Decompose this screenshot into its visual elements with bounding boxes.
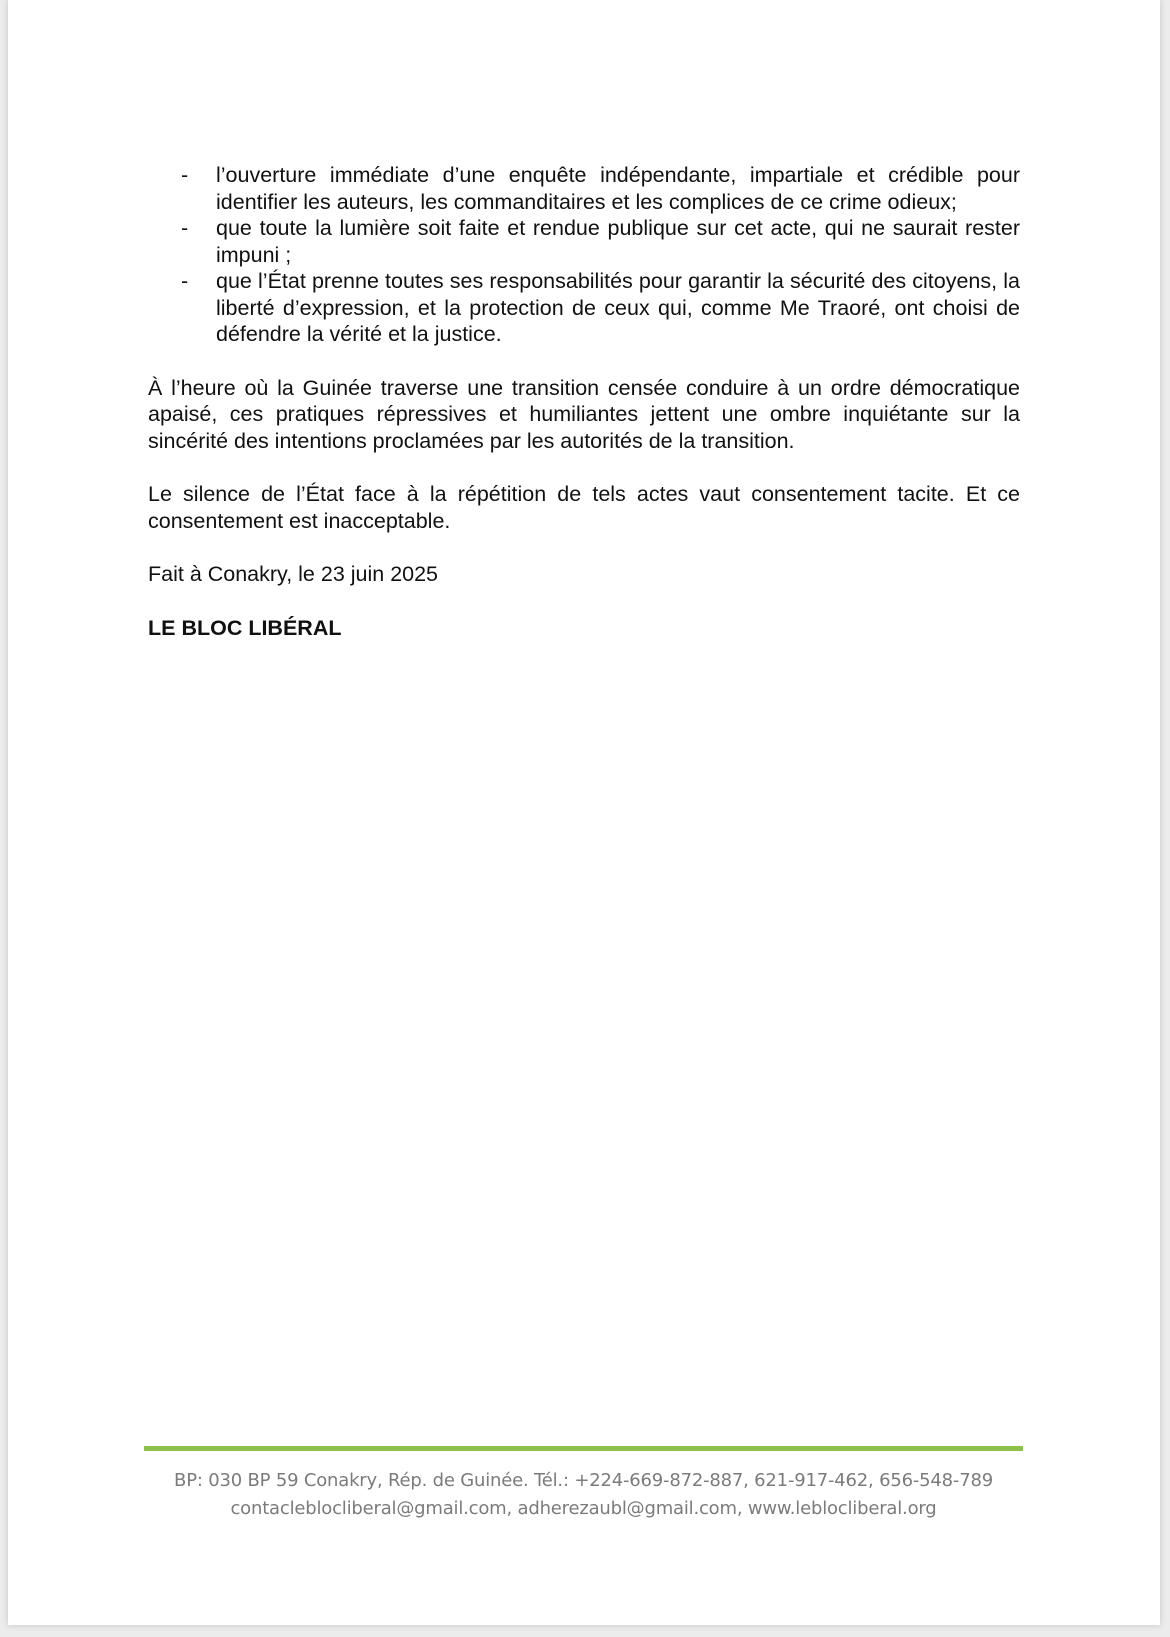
list-item-text: l’ouverture immédiate d’une enquête indépendante, impartiale et crédible pour identifier les auteurs, les commanditaires et les complices de ce crime odieux; <box>216 163 1020 214</box>
dash-bullet: - <box>181 269 189 293</box>
signature: LE BLOC LIBÉRAL <box>148 615 342 640</box>
document-page <box>8 0 1160 1625</box>
footer-divider <box>144 1446 1023 1451</box>
transition-paragraph: À l’heure où la Guinée traverse une transition censée conduire à un ordre démocratique apaisé, ces pratiques répressives et humiliantes jettent une ombre inquiétante sur la sincérité des intentions proclamées par les autorités de la transition. <box>148 375 1020 453</box>
dash-bullet: - <box>181 163 189 187</box>
footer <box>144 1467 1023 1523</box>
list-item <box>148 268 1020 348</box>
list-item <box>148 215 1020 268</box>
dash-bullet: - <box>181 216 189 240</box>
list-item <box>148 162 1020 215</box>
footer-address: BP: 030 BP 59 Conakry, Rép. de Guinée. Tél.: +224-669-872-887, 621-917-462, 656-548-789 <box>174 1470 993 1491</box>
date-line: Fait à Conakry, le 23 juin 2025 <box>148 562 439 586</box>
document-body <box>148 162 1020 641</box>
list-item-text: que l’État prenne toutes ses responsabilités pour garantir la sécurité des citoyens, la liberté d’expression, et la protection de ceux qui, comme Me Traoré, ont choisi de défendre la vérité et la justice. <box>216 269 1020 346</box>
silence-paragraph: Le silence de l’État face à la répétition de tels actes vaut consentement tacite. Et ce consentement est inacceptable. <box>148 482 1020 533</box>
list-item-text: que toute la lumière soit faite et rendue publique sur cet acte, qui ne saurait rester impuni ; <box>216 216 1020 267</box>
demands-list <box>148 162 1020 348</box>
footer-contacts: contacleblocliberal@gmail.com, adherezaubl@gmail.com, www.leblocliberal.org <box>230 1498 937 1519</box>
